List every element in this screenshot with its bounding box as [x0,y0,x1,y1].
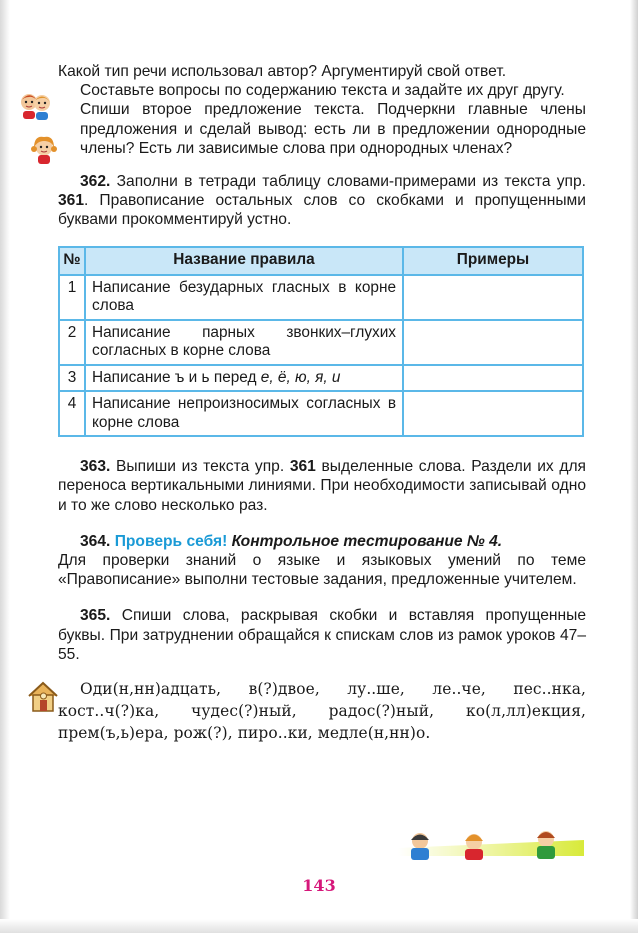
exercise-reference: 361 [58,192,85,210]
exercise-text: Выпиши из текста упр. [110,458,290,476]
girl-icon [30,134,58,164]
exercise-text: выделенные слова. Раздели их для переноса вертикальными линиями. При необходимости записывай одно и то же слово несколько раз. [58,458,587,514]
self-check-label: Проверь себя! [114,532,228,550]
page-content [58,62,586,744]
exercise-text: Заполни в тетради таблицу словами-примерами из текста упр. [110,173,586,191]
rules-table [58,246,584,438]
rule-examples [403,391,583,436]
row-number: 1 [59,275,85,320]
table-header-row [59,247,583,275]
children-decoration [398,826,584,862]
table-row [59,365,583,392]
rule-name [85,365,403,392]
exercise-reference: 361 [289,458,316,476]
exercise-364 [58,532,586,590]
column-header-number: № [59,247,85,275]
exercise-text: Спиши слова, раскрывая скобки и вставляя пропущенные буквы. При затруднении обращайся к спискам слов из рамок уроков 47–55. [58,607,586,663]
row-number: 2 [59,320,85,365]
exercise-362-text [58,172,586,230]
column-header-rule: Название правила [85,247,403,275]
house-icon [26,680,60,714]
exercise-number: 363. [80,458,111,476]
row-number: 3 [59,365,85,392]
page-edge-shadow-bottom [0,919,638,933]
exercise-number: 365. [80,607,111,625]
rule-examples [403,320,583,365]
exercise-364-text: Для проверки знаний о языке и языковых умений по теме «Правописание» выполни тестовые задания, предложенные учителем. [58,551,586,589]
exercise-365-words: Оди(н,нн)адцать, в(?)двое, лу..ше, ле..че, пес..нка, кост..ч(?)ка, чудес(?)ный, радос(?)ный, ко(л,лл)екция, прем(ъ,ь)ера, рож(?), пиро..ки, медле(н,нн)о. [58,679,586,742]
page-edge-shadow [0,0,10,933]
rule-vowels: е, ё, ю, я, и [260,368,341,386]
exercise-365-text [58,606,586,664]
exercise-365 [58,606,586,744]
question-3: Спиши второе предложение текста. Подчеркни главные члены предложения и сделай вывод: есть ли в предложении однородные члены? Есть ли зависимые слова при однородных членах? [80,101,586,157]
rule-name: Написание безударных гласных в корне слова [85,275,403,320]
page-edge-shadow-right [630,0,638,933]
table-row [59,391,583,436]
rule-examples [403,275,583,320]
rule-name-text: Написание ъ и ь перед [92,368,261,386]
page-number: 143 [302,876,336,895]
rule-examples [403,365,583,392]
exercise-text: . Правописание остальных слов со скобками и пропущенными буквами прокомментируй устно. [58,192,586,229]
rule-name: Написание непроизносимых согласных в корне слова [85,391,403,436]
rule-name: Написание парных звонких–глухих согласных в корне слова [85,320,403,365]
question-1: Какой тип речи использовал автор? Аргументируй свой ответ. [58,63,507,80]
exercise-363-text [58,457,586,515]
question-2: Составьте вопросы по содержанию текста и задайте их друг другу. [80,82,565,100]
table-row [59,320,583,365]
column-header-examples: Примеры [403,247,583,275]
two-children-icon [18,90,52,120]
exercise-362 [58,172,586,230]
exercise-363 [58,457,586,515]
row-number: 4 [59,391,85,436]
exercise-number: 362. [80,173,111,191]
exercise-number: 364. [80,532,111,550]
table-row [59,275,583,320]
child-figure [411,833,429,860]
control-test-label: Контрольное тестирование № 4. [231,532,503,550]
exercise-364-heading [58,532,586,551]
